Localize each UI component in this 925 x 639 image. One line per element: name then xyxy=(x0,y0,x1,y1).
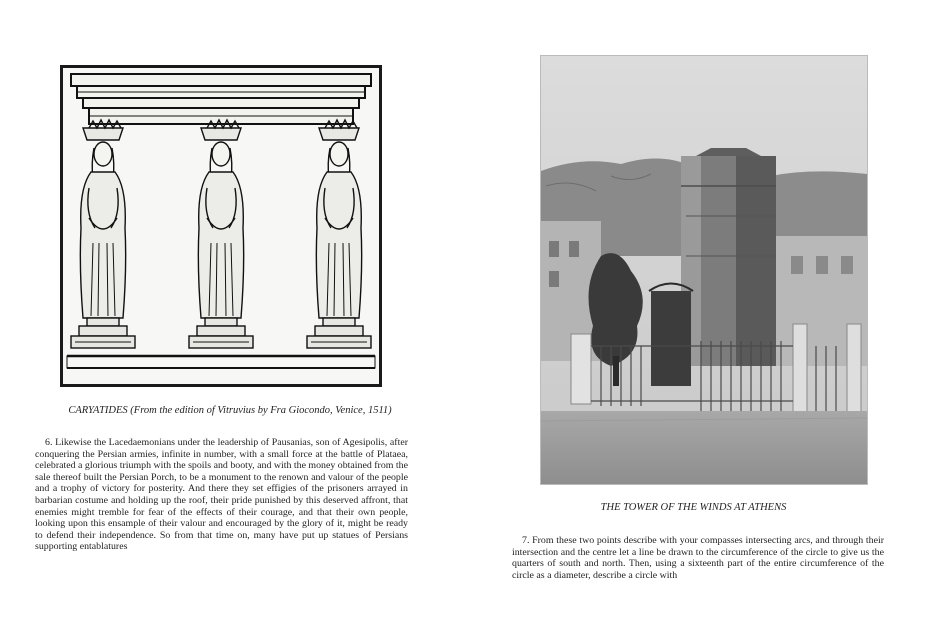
caryatids-woodcut-illustration xyxy=(60,65,382,387)
left-page xyxy=(0,0,460,639)
right-page xyxy=(462,0,925,639)
body-paragraph xyxy=(512,535,884,581)
tower-of-winds-photograph xyxy=(540,55,868,485)
paragraph-6: 6. Likewise the Lacedaemonians under the leadership of Pausanias, son of Agesipolis, after conquering the Persian armies, infinite in number, with a small force at the battle of Plataea, celebrated a glorious triumph with the spoils and booty, and with the money obtained from the sale thereof built the Persian Porch, to be a monument to the renown and valour of the people and a trophy of victory for posterity. And there they set effigies of the prisoners arrayed in barbarian costume and holding up the roof, their pride punished by this deserved affront, that enemies might tremble for fear of the effects of their courage, and that their own people, looking upon this ensample of their valour and encouraged by the glory of it, might be ready to defend their independence. So from that time on, many have put up statues of Persians supporting entablatures xyxy=(35,437,408,553)
figure-caption: CARYATIDES (From the edition of Vitruvius by Fra Giocondo, Venice, 1511) xyxy=(68,405,392,416)
paragraph-7: 7. From these two points describe with your compasses intersecting arcs, and through their intersection and the centre let a line be drawn to the circumference of the circle to give us the quarters of south and north. Then, using a sixteenth part of the entire circumference of the circle as a diameter, describe a circle with xyxy=(512,535,884,581)
body-paragraph xyxy=(35,437,408,553)
figure-caption: THE TOWER OF THE WINDS AT ATHENS xyxy=(600,502,787,513)
